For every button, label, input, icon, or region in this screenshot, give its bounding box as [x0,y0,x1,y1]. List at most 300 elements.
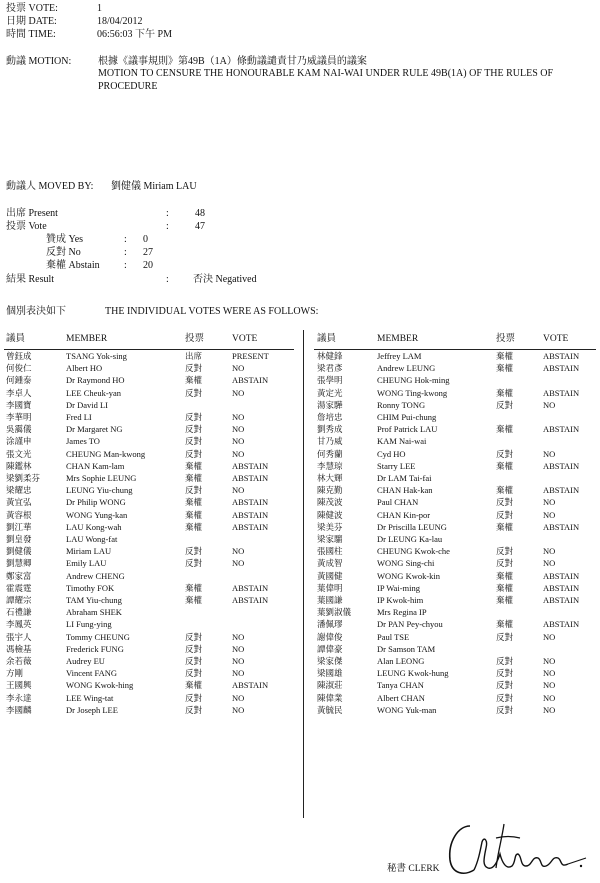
right-vote-row [317,668,600,680]
member-name-zh: 林健鋒 [317,351,343,361]
vote-zh: 反對 [496,497,514,508]
left-vote-row [6,449,296,461]
member-name-zh: 鄭家富 [6,570,32,581]
vote-en: NO [232,546,245,557]
member-name-en: Albert HO [66,363,103,374]
vote-zh: 反對 [496,509,514,520]
member-name-zh: 陳健波 [317,509,343,520]
date-label: 日期 DATE: [6,16,57,27]
right-vote-row [317,644,600,656]
member-name-zh: 李永達 [6,692,32,703]
member-name-en: WONG Sing-chi [377,558,435,569]
member-name-zh: 劉健儀 [6,546,32,557]
vote-zh: 棄權 [496,582,514,593]
member-name-zh: 劉江華 [6,521,32,532]
member-name-en: Paul TSE [377,631,410,642]
vote-en: NO [232,363,245,374]
left-vote-row [6,632,296,644]
left-vote-row [6,607,296,619]
vote-en: NO [543,668,556,679]
member-name-en: Andrew LEUNG [377,363,436,374]
left-vote-row [6,485,296,497]
member-name-zh: 陳淑莊 [317,680,343,691]
member-name-en: Cyd HO [377,448,406,459]
member-name-en: Dr Philip WONG [66,497,126,508]
vote-en: ABSTAIN [543,485,580,496]
left-vote-row [6,546,296,558]
member-name-zh: 黃國健 [317,570,343,581]
vote-zh: 棄權 [496,485,514,496]
vote-zh: 棄權 [185,521,203,532]
member-name-en: CHAN Hak-kan [377,485,433,496]
vote-zh: 反對 [185,546,203,557]
member-name-en: Vincent FANG [66,668,118,679]
left-vote-row [6,668,296,680]
member-name-en: Tanya CHAN [377,680,424,691]
member-name-zh: 石禮謙 [6,607,32,618]
moved-by-label: 動議人 MOVED BY: [6,181,94,192]
vote-en: NO [543,692,556,703]
member-name-zh: 李華明 [6,412,32,422]
member-name-en: Dr Priscilla LEUNG [377,521,447,532]
col-header-zh-vote-right: 投票 [496,334,516,344]
vote-en: NO [232,424,245,435]
vote-zh: 反對 [496,692,514,703]
no-row [0,247,260,260]
vote-en: ABSTAIN [543,363,580,374]
right-vote-row [317,485,600,497]
left-vote-row [6,473,296,485]
member-name-zh: 陳茂波 [317,497,343,508]
member-name-zh: 湯家驊 [317,399,343,410]
member-name-zh: 譚偉豪 [317,643,343,654]
abstain-label: 棄權 Abstain [46,260,100,271]
vote-zh: 棄權 [185,460,203,471]
date-value: 18/04/2012 [97,16,143,27]
member-name-zh: 曾鈺成 [6,351,32,361]
vote-zh: 棄權 [185,595,203,605]
member-name-en: LEUNG Kwok-hung [377,668,449,679]
member-name-en: CHAN Kam-lam [66,460,125,471]
member-name-en: Timothy FOK [66,582,115,593]
vote-en: NO [543,546,556,557]
vote-count-label: 投票 Vote [6,221,47,232]
vote-en: ABSTAIN [232,375,269,386]
member-name-en: WONG Yuk-man [377,704,437,715]
member-name-zh: 劉秀成 [317,424,343,435]
motion-text [98,56,593,93]
abstain-row [0,260,260,273]
left-vote-row [6,644,296,656]
motion-text-en-2: PROCEDURE [98,80,158,92]
member-name-zh: 梁國雄 [317,668,343,679]
member-name-en: CHIM Pui-chung [377,412,437,422]
left-vote-row [6,436,296,448]
col-header-zh-member-right: 議員 [317,334,337,344]
right-vote-row [317,412,600,424]
vote-zh: 反對 [496,656,514,666]
vote-count-colon: : [166,221,169,232]
time-label: 時間 TIME: [6,29,56,40]
member-name-zh: 余若薇 [6,656,32,666]
vote-en: NO [232,436,245,447]
col-header-member: MEMBER [66,334,108,344]
column-divider [303,330,304,818]
left-vote-row [6,363,296,375]
member-name-zh: 譚耀宗 [6,595,32,605]
member-name-zh: 葉劉淑儀 [317,607,352,618]
present-colon: : [166,208,169,219]
right-vote-row [317,619,600,631]
member-name-zh: 馮檢基 [6,643,32,654]
member-name-en: Fred LI [66,412,92,422]
member-name-en: CHEUNG Hok-ming [377,375,450,386]
right-vote-row [317,400,600,412]
left-vote-row [6,558,296,570]
member-name-en: Andrew CHENG [66,570,125,581]
member-name-zh: 梁家傑 [317,656,343,666]
vote-zh: 棄權 [496,351,514,361]
member-name-en: CHEUNG Man-kwong [66,448,146,459]
member-name-en: Ronny TONG [377,399,426,410]
right-header-rule [314,349,596,350]
vote-en: NO [232,448,245,459]
right-vote-row [317,436,600,448]
yes-value: 0 [143,234,148,245]
member-name-zh: 劉皇發 [6,534,32,544]
no-label: 反對 No [46,247,81,258]
vote-en: ABSTAIN [232,521,269,532]
member-name-en: Mrs Regina IP [377,607,427,618]
vote-zh: 反對 [185,631,203,642]
member-name-zh: 梁家騮 [317,534,343,544]
yes-label: 贊成 Yes [46,234,84,245]
member-name-zh: 陳偉業 [317,692,343,703]
member-name-zh: 梁耀忠 [6,485,32,496]
member-name-zh: 葉國謙 [317,595,343,605]
abstain-value: 20 [143,260,153,271]
vote-en: ABSTAIN [543,387,580,398]
vote-zh: 反對 [496,704,514,715]
vote-en: ABSTAIN [232,595,269,605]
vote-zh: 反對 [496,558,514,569]
member-name-en: Alan LEONG [377,656,425,666]
vote-zh: 反對 [185,704,203,715]
vote-en: NO [232,656,245,666]
left-vote-row [6,583,296,595]
vote-en: ABSTAIN [543,521,580,532]
left-header-rule [4,349,294,350]
left-vote-row [6,656,296,668]
left-vote-row [6,412,296,424]
vote-zh: 棄權 [496,521,514,532]
member-name-zh: 張學明 [317,375,343,386]
member-name-zh: 王國興 [6,680,32,691]
time-value: 06:56:03 下午 PM [97,29,173,40]
no-value: 27 [143,247,153,258]
vote-zh: 反對 [496,668,514,679]
right-vote-row [317,449,600,461]
member-name-en: LAU Wong-fat [66,534,118,544]
vote-en: NO [543,399,556,410]
vote-en: ABSTAIN [232,680,269,691]
right-vote-row [317,693,600,705]
vote-zh: 反對 [185,436,203,447]
vote-count-row [0,221,260,234]
right-vote-row [317,363,600,375]
member-name-en: Dr Samson TAM [377,643,436,654]
intro-zh: 個別表決如下 [6,306,66,317]
yes-colon: : [124,234,127,245]
vote-zh: 反對 [185,387,203,398]
member-name-en: LEE Cheuk-yan [66,387,121,398]
intro-en: THE INDIVIDUAL VOTES WERE AS FOLLOWS: [105,306,319,317]
member-name-zh: 涂謹申 [6,436,32,447]
member-name-en: Jeffrey LAM [377,351,422,361]
motion-text-en-1: MOTION TO CENSURE THE HONOURABLE KAM NAI-WAI UNDER RULE 49B(1A) OF THE RULES OF [98,68,554,80]
vote-en: ABSTAIN [543,424,580,435]
member-name-zh: 黃成智 [317,558,343,569]
vote-en: ABSTAIN [543,619,580,630]
vote-en: NO [232,692,245,703]
member-name-zh: 李國寶 [6,399,32,410]
member-name-en: Dr LAM Tai-fai [377,473,432,483]
left-vote-row [6,705,296,717]
vote-en: ABSTAIN [543,460,580,471]
vote-number-label: 投票 VOTE: [6,3,58,14]
vote-en: NO [543,704,556,715]
vote-zh: 棄權 [185,473,203,483]
right-vote-row [317,546,600,558]
member-name-en: Emily LAU [66,558,107,569]
member-name-en: Abraham SHEK [66,607,122,618]
right-vote-row [317,558,600,570]
member-name-zh: 謝偉俊 [317,631,343,642]
moved-by-value: 劉健儀 Miriam LAU [111,181,197,192]
vote-en: NO [232,412,245,422]
col-header-vote: VOTE [232,334,258,344]
vote-en: NO [543,631,556,642]
col-header-zh-vote: 投票 [185,334,205,344]
vote-zh: 棄權 [185,497,203,508]
vote-zh: 反對 [496,546,514,557]
right-vote-row [317,424,600,436]
vote-en: NO [543,497,556,508]
member-name-en: WONG Kwok-kin [377,570,441,581]
clerk-signature [440,812,590,880]
vote-zh: 棄權 [496,619,514,630]
vote-en: NO [543,680,556,691]
member-name-zh: 何鍾泰 [6,375,32,386]
vote-en: ABSTAIN [232,460,269,471]
vote-zh: 出席 [185,351,203,361]
left-vote-row [6,619,296,631]
member-name-zh: 李卓人 [6,387,32,398]
member-name-en: Dr Raymond HO [66,375,125,386]
vote-zh: 棄權 [185,375,203,386]
present-row [0,208,260,221]
member-name-zh: 黃毓民 [317,704,343,715]
left-vote-row [6,680,296,692]
vote-count-value: 47 [195,221,205,232]
left-vote-row [6,497,296,509]
vote-en: NO [543,558,556,569]
member-name-zh: 梁劉柔芬 [6,473,41,483]
vote-zh: 棄權 [496,570,514,581]
member-name-zh: 黃容根 [6,509,32,520]
vote-zh: 棄權 [496,363,514,374]
vote-zh: 棄權 [185,680,203,691]
vote-en: ABSTAIN [232,509,269,520]
member-name-en: Prof Patrick LAU [377,424,438,435]
left-vote-row [6,522,296,534]
vote-zh: 反對 [496,399,514,410]
vote-en: NO [232,643,245,654]
member-name-en: WONG Yung-kan [66,509,128,520]
left-vote-row [6,693,296,705]
right-vote-row [317,583,600,595]
vote-zh: 反對 [496,448,514,459]
result-label: 結果 Result [6,274,55,285]
vote-zh: 反對 [185,656,203,666]
vote-en: ABSTAIN [232,497,269,508]
member-name-zh: 甘乃威 [317,436,343,447]
vote-number-value: 1 [97,3,102,14]
member-name-en: Paul CHAN [377,497,419,508]
vote-en: ABSTAIN [232,473,269,483]
left-vote-row [6,424,296,436]
vote-zh: 反對 [185,668,203,679]
vote-en: NO [232,631,245,642]
member-name-zh: 陳克勤 [317,485,343,496]
right-vote-row [317,595,600,607]
vote-en: ABSTAIN [543,351,580,361]
right-vote-row [317,534,600,546]
member-name-zh: 張宇人 [6,631,32,642]
member-name-en: Mrs Sophie LEUNG [66,473,137,483]
col-header-vote-right: VOTE [543,334,569,344]
present-label: 出席 Present [6,208,58,219]
right-vote-row [317,510,600,522]
member-name-en: IP Kwok-him [377,595,424,605]
right-vote-row [317,351,600,363]
member-name-en: CHEUNG Kwok-che [377,546,450,557]
vote-en: NO [232,485,245,496]
member-name-en: WONG Kwok-hing [66,680,134,691]
member-name-zh: 劉慧卿 [6,558,32,569]
member-name-zh: 梁君彥 [317,363,343,374]
member-name-en: Dr PAN Pey-chyou [377,619,443,630]
member-name-en: Audrey EU [66,656,105,666]
vote-en: ABSTAIN [543,582,580,593]
member-name-zh: 詹培忠 [317,412,343,422]
member-name-zh: 黃宜弘 [6,497,32,508]
left-vote-row [6,461,296,473]
member-name-en: LAU Kong-wah [66,521,122,532]
member-name-zh: 何秀蘭 [317,448,343,459]
col-header-member-right: MEMBER [377,334,419,344]
member-name-zh: 黃定光 [317,387,343,398]
vote-en: NO [232,387,245,398]
vote-zh: 反對 [185,412,203,422]
motion-text-zh: 根據《議事規則》第49B（1A）條動議譴責甘乃威議員的議案 [98,56,367,67]
right-vote-row [317,461,600,473]
vote-zh: 棄權 [185,509,203,520]
abstain-colon: : [124,260,127,271]
vote-en: NO [543,448,556,459]
member-name-en: Dr Joseph LEE [66,704,118,715]
member-name-en: Tommy CHEUNG [66,631,130,642]
right-vote-row [317,375,600,387]
right-vote-row [317,607,600,619]
member-name-zh: 吳靄儀 [6,424,32,435]
vote-en: ABSTAIN [543,570,580,581]
right-vote-row [317,680,600,692]
result-value: 否決 Negatived [193,274,257,285]
vote-zh: 反對 [496,680,514,691]
member-name-en: Dr LEUNG Ka-lau [377,534,443,544]
vote-en: PRESENT [232,351,269,361]
member-name-zh: 方剛 [6,668,24,679]
member-name-en: Frederick FUNG [66,643,124,654]
left-vote-row [6,388,296,400]
member-name-en: KAM Nai-wai [377,436,427,447]
left-vote-row [6,375,296,387]
right-vote-row [317,522,600,534]
result-row [0,274,300,287]
right-vote-row [317,656,600,668]
vote-en: NO [543,509,556,520]
member-name-en: TAM Yiu-chung [66,595,122,605]
clerk-label: 秘書 CLERK [387,864,440,874]
vote-zh: 反對 [185,363,203,374]
left-vote-row [6,571,296,583]
vote-zh: 反對 [185,485,203,496]
member-name-en: LI Fung-ying [66,619,112,630]
member-name-en: Miriam LAU [66,546,112,557]
left-vote-row [6,534,296,546]
vote-zh: 反對 [185,558,203,569]
left-vote-row [6,595,296,607]
right-vote-row [317,632,600,644]
vote-zh: 棄權 [496,424,514,435]
member-name-zh: 李慧琼 [317,460,343,471]
right-vote-row [317,388,600,400]
vote-en: NO [232,668,245,679]
vote-zh: 反對 [185,643,203,654]
vote-zh: 反對 [185,692,203,703]
no-colon: : [124,247,127,258]
member-name-zh: 陳鑑林 [6,460,32,471]
right-vote-row [317,571,600,583]
member-name-en: LEE Wing-tat [66,692,114,703]
member-name-zh: 葉偉明 [317,582,343,593]
vote-en: NO [543,656,556,666]
vote-zh: 反對 [185,424,203,435]
present-value: 48 [195,208,205,219]
vote-zh: 反對 [496,631,514,642]
member-name-en: LEUNG Yiu-chung [66,485,133,496]
right-vote-row [317,473,600,485]
motion-label: 動議 MOTION: [6,56,72,67]
vote-zh: 棄權 [496,387,514,398]
right-vote-row [317,705,600,717]
right-vote-row [317,497,600,509]
member-name-en: TSANG Yok-sing [66,351,127,361]
member-name-zh: 李鳳英 [6,619,32,630]
vote-en: ABSTAIN [543,595,580,605]
vote-en: ABSTAIN [232,582,269,593]
